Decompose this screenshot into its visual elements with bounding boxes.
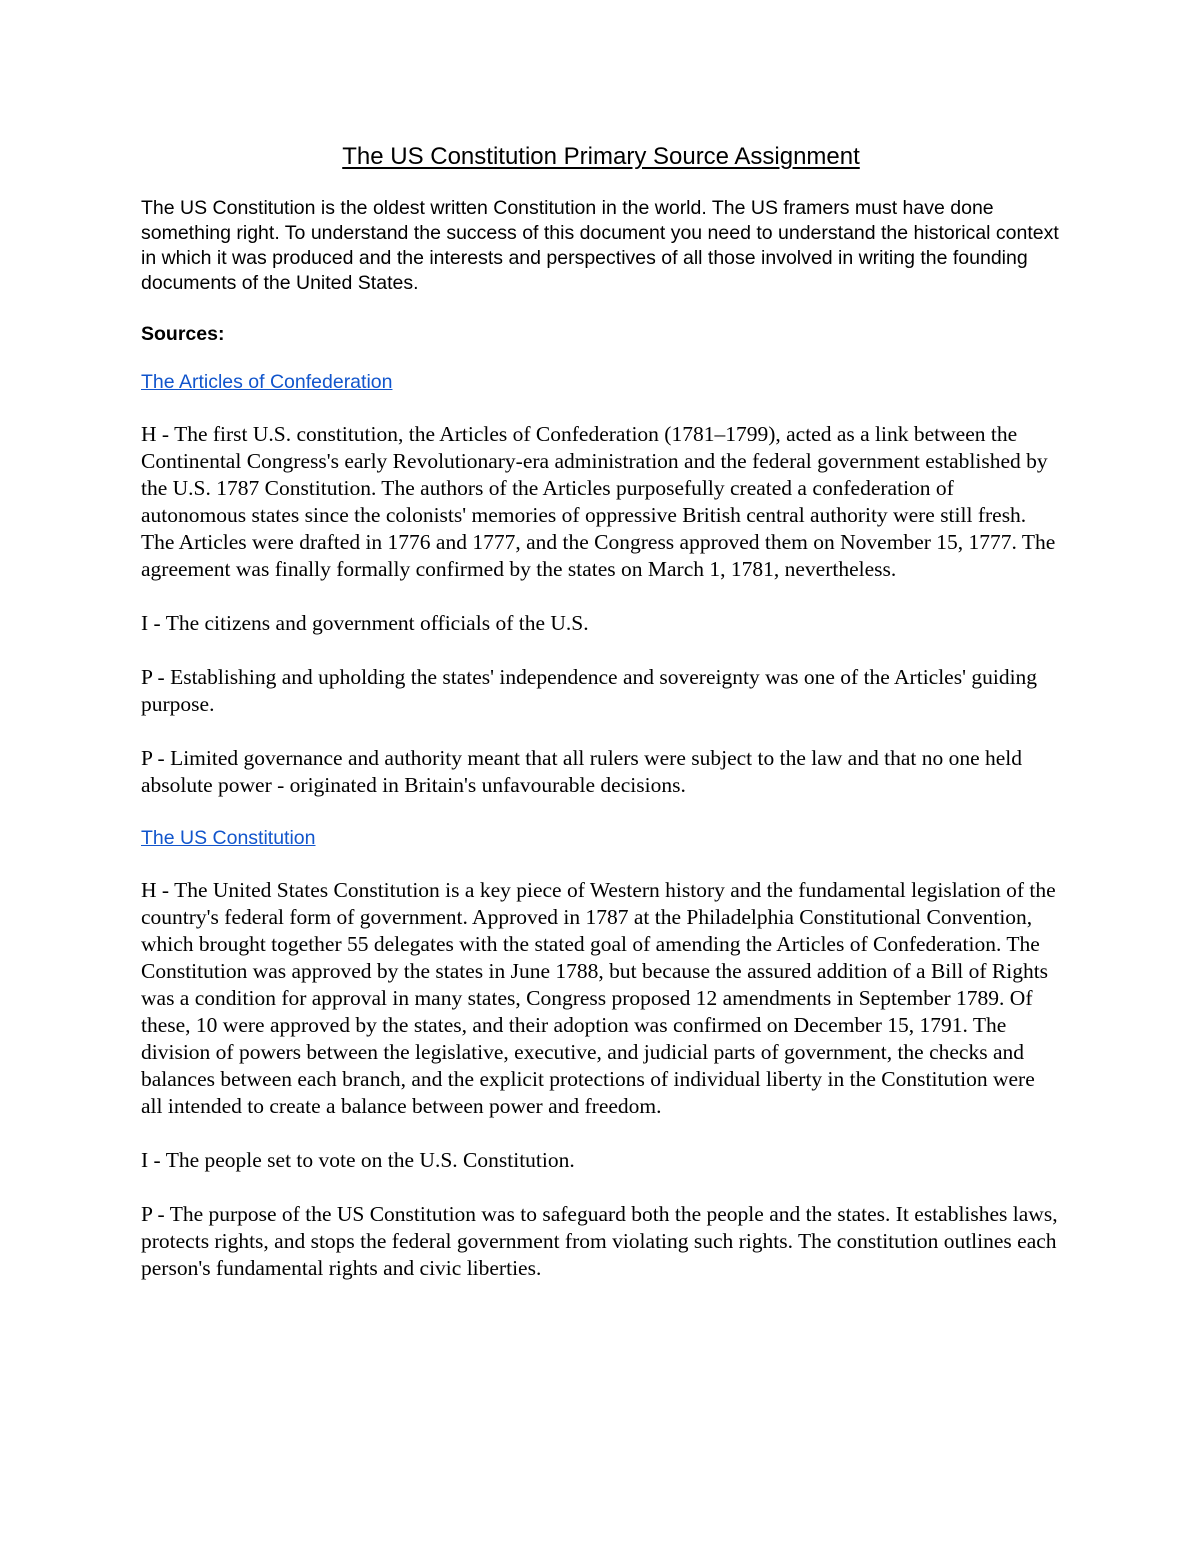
entry-prefix: P -	[141, 665, 171, 689]
articles-historical-context	[141, 421, 1061, 583]
constitution-historical-context	[141, 877, 1061, 1120]
articles-purpose	[141, 664, 1061, 718]
entry-prefix: I -	[141, 611, 166, 635]
entry-text: The purpose of the US Constitution was to safeguard both the people and the states. It establishes laws, protects rights, and stops the federal government from violating such rights. The constitution outlines each person's fundamental rights and civic liberties.	[141, 1202, 1058, 1280]
section-articles-link-wrap	[141, 370, 1061, 395]
entry-prefix: P -	[141, 746, 171, 770]
section-constitution-link-wrap	[141, 826, 1061, 851]
entry-text: Establishing and upholding the states' independence and sovereignty was one of the Articles' guiding purpose.	[141, 665, 1038, 716]
entry-prefix: H -	[141, 422, 175, 446]
page-title: The US Constitution Primary Source Assignment	[342, 143, 860, 170]
constitution-purpose	[141, 1201, 1061, 1282]
document-body	[141, 140, 1061, 1309]
entry-prefix: I -	[141, 1148, 166, 1172]
articles-intended-audience	[141, 610, 1061, 637]
constitution-intended-audience	[141, 1147, 1061, 1174]
intro-paragraph: The US Constitution is the oldest written Constitution in the world. The US framers must have done something right. To understand the success of this document you need to understand the historical context in which it was produced and the interests and perspectives of all those involved in writing the founding documents of the United States.	[141, 197, 1059, 294]
entry-text: The citizens and government officials of the U.S.	[165, 611, 589, 635]
articles-point-of-view	[141, 745, 1061, 799]
entry-text: Limited governance and authority meant that all rulers were subject to the law and that no one held absolute power - originated in Britain's unfavourable decisions.	[141, 746, 1023, 797]
us-constitution-link[interactable]: The US Constitution	[141, 827, 316, 849]
entry-prefix: P -	[141, 1202, 170, 1226]
entry-text: The people set to vote on the U.S. Constitution.	[165, 1148, 575, 1172]
articles-of-confederation-link[interactable]: The Articles of Confederation	[141, 371, 393, 393]
sources-heading: Sources:	[141, 323, 225, 345]
entry-text: The United States Constitution is a key piece of Western history and the fundamental legislation of the country's federal form of government. Approved in 1787 at the Philadelphia Constitutional Convention, which brought together 55 delegates with the stated goal of amending the Articles of Confederation. The Constitution was approved by the states in June 1788, but because the assured addition of a Bill of Rights was a condition for approval in many states, Congress proposed 12 amendments in September 1789. Of these, 10 were approved by the states, and their adoption was confirmed on December 15, 1791. The division of powers between the legislative, executive, and judicial parts of government, the checks and balances between each branch, and the explicit protections of individual liberty in the Constitution were all intended to create a balance between power and freedom.	[141, 878, 1056, 1118]
entry-prefix: H -	[141, 878, 175, 902]
entry-text: The first U.S. constitution, the Articles of Confederation (1781–1799), acted as a link between the Continental Congress's early Revolutionary-era administration and the federal government established by the U.S. 1787 Constitution. The authors of the Articles purposefully created a confederation of autonomous states since the colonists' memories of oppressive British central authority were still fresh. The Articles were drafted in 1776 and 1777, and the Congress approved them on November 15, 1777. The agreement was finally formally confirmed by the states on March 1, 1781, nevertheless.	[141, 422, 1056, 581]
